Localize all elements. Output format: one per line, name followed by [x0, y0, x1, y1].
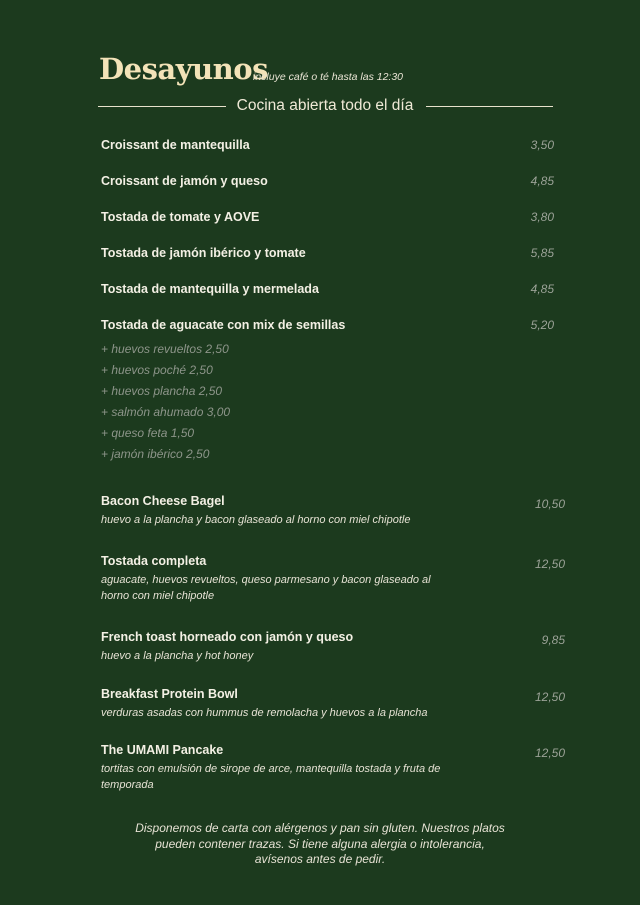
addon-option: + queso feta 1,50	[101, 426, 195, 440]
allergen-notice: Disponemos de carta con alérgenos y pan sin gluten. Nuestros platos pueden contener trazas. Si tiene alguna alergia o intolerancia, avísenos antes de pedir.	[135, 821, 505, 866]
menu-item-price: 5,20	[530, 318, 554, 332]
dish-description: aguacate, huevos revueltos, queso parmesano y bacon glaseado al horno con miel chipotle	[101, 574, 431, 602]
menu-item-name: Croissant de mantequilla	[101, 138, 250, 152]
dish-description: huevo a la plancha y bacon glaseado al horno con miel chipotle	[101, 514, 411, 526]
tagline: Cocina abierta todo el día	[236, 97, 414, 114]
menu-item-price: 4,85	[530, 282, 554, 296]
dish-description: verduras asadas con hummus de remolacha y huevos a la plancha	[101, 707, 428, 719]
menu-item-name: Tostada de aguacate con mix de semillas	[101, 318, 346, 332]
menu-item-price: 4,85	[530, 174, 554, 188]
addon-option: + huevos revueltos 2,50	[101, 342, 229, 356]
addon-option: + jamón ibérico 2,50	[101, 447, 210, 461]
menu-item-name: Tostada de tomate y AOVE	[101, 210, 260, 224]
dish-price: 10,50	[534, 497, 565, 511]
menu-item-name: Tostada de jamón ibérico y tomate	[101, 246, 306, 260]
page-subtitle: incluye café o té hasta las 12:30	[253, 71, 404, 83]
dish-description: huevo a la plancha y hot honey	[101, 650, 254, 662]
menu-item-price: 3,50	[530, 138, 554, 152]
dish-name: Bacon Cheese Bagel	[101, 494, 225, 508]
dish-name: Tostada completa	[101, 554, 207, 568]
divider-right	[426, 106, 553, 107]
dish-description: tortitas con emulsión de sirope de arce, mantequilla tostada y fruta de temporada	[101, 763, 441, 791]
menu-item-name: Tostada de mantequilla y mermelada	[101, 282, 319, 296]
dish-name: Breakfast Protein Bowl	[101, 687, 238, 701]
menu-item-price: 5,85	[530, 246, 554, 260]
addon-option: + salmón ahumado 3,00	[101, 405, 231, 419]
dish-price: 9,85	[541, 633, 565, 647]
dish-price: 12,50	[534, 746, 565, 760]
dish-price: 12,50	[534, 557, 565, 571]
page-title: Desayunos	[99, 52, 268, 86]
menu-item-name: Croissant de jamón y queso	[101, 174, 268, 188]
dish-name: French toast horneado con jamón y queso	[101, 630, 354, 644]
dish-price: 12,50	[534, 690, 565, 704]
addon-option: + huevos poché 2,50	[101, 363, 213, 377]
menu-item-price: 3,80	[530, 210, 554, 224]
addon-option: + huevos plancha 2,50	[101, 384, 223, 398]
dish-name: The UMAMI Pancake	[101, 743, 224, 757]
